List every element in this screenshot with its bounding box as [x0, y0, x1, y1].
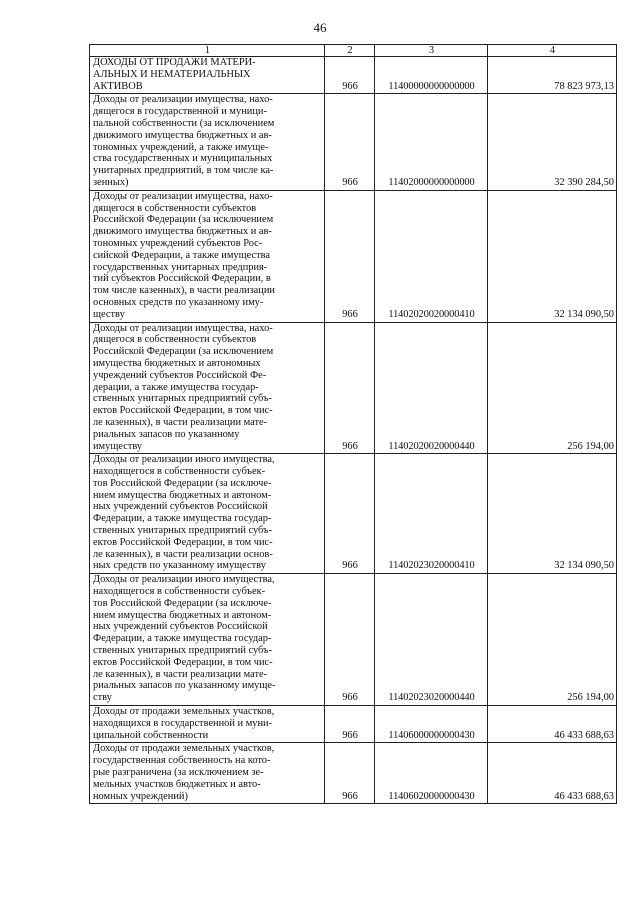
row-admin-code: 966 [325, 743, 375, 804]
row-amount: 32 390 284,50 [488, 94, 617, 190]
row-admin-code: 966 [325, 94, 375, 190]
row-name: Доходы от продажи земельных участков, находящихся в государственной и муни- ципальной собственности [90, 706, 325, 743]
row-budget-code: 11402023020000410 [375, 454, 488, 574]
table-header-row [90, 45, 617, 57]
row-admin-code: 966 [325, 322, 375, 454]
table-row [90, 94, 617, 190]
row-amount: 256 194,00 [488, 322, 617, 454]
row-budget-code: 11402000000000000 [375, 94, 488, 190]
row-budget-code: 11402020020000410 [375, 190, 488, 322]
row-amount: 32 134 090,50 [488, 454, 617, 574]
row-name: Доходы от реализации имущества, нахо- дящегося в собственности субъектов Российской Федерации (за исключением движимого имущества бюджетных и ав- тономных учреждений субъектов Рос- сийской Федерации, а также имущества государственных унитарных предприя- тий субъектов Российской Федерации, в том числе казенных), в части реализации основных средств по указанному иму- ществу [90, 190, 325, 322]
row-name: Доходы от продажи земельных участков, государственная собственность на кото- рые разграничена (за исключением зе- мельных участков бюджетных и авто- номных учреждений) [90, 743, 325, 804]
table-row [90, 190, 617, 322]
row-name: Доходы от реализации имущества, нахо- дящегося в государственной и муници- пальной собственности (за исключением движимого имущества бюджетных и ав- тономных учреждений, а также имуще- ства государственных и муниципальных унитарных предприятий, в том числе ка- зенных) [90, 94, 325, 190]
row-admin-code: 966 [325, 706, 375, 743]
row-admin-code: 966 [325, 454, 375, 574]
row-amount: 78 823 973,13 [488, 57, 617, 94]
row-amount: 46 433 688,63 [488, 743, 617, 804]
table-row [90, 322, 617, 454]
table-row [90, 57, 617, 94]
header-col-4: 4 [488, 45, 617, 57]
row-name: Доходы от реализации имущества, нахо- дящегося в собственности субъектов Российской Федерации (за исключением имущества бюджетных и автономных учреждений субъектов Российской Фе- дерации, а также имущества государ- ственных унитарных предприятий субъ- ектов Российской Федерации, в том чис- ле казенных), в части реализации мате- риальных запасов по указанному имуществу [90, 322, 325, 454]
header-col-2: 2 [325, 45, 375, 57]
row-name: Доходы от реализации иного имущества, находящегося в собственности субъек- тов Российской Федерации (за исключе- нием имущества бюджетных и автоном- ных учреждений субъектов Российской Федерации, а также имущества государ- ственных унитарных предприятий субъ- ектов Российской Федерации, в том чис- ле казенных), в части реализации мате- риальных запасов по указанному имуще- ству [90, 574, 325, 706]
row-budget-code: 11400000000000000 [375, 57, 488, 94]
row-admin-code: 966 [325, 574, 375, 706]
row-admin-code: 966 [325, 57, 375, 94]
table-row [90, 706, 617, 743]
row-amount: 256 194,00 [488, 574, 617, 706]
row-amount: 46 433 688,63 [488, 706, 617, 743]
table-row [90, 454, 617, 574]
row-budget-code: 11402020020000440 [375, 322, 488, 454]
table-row [90, 574, 617, 706]
row-budget-code: 11406020000000430 [375, 743, 488, 804]
row-admin-code: 966 [325, 190, 375, 322]
row-amount: 32 134 090,50 [488, 190, 617, 322]
header-col-1: 1 [90, 45, 325, 57]
header-col-3: 3 [375, 45, 488, 57]
row-name: Доходы от реализации иного имущества, находящегося в собственности субъек- тов Российской Федерации (за исключе- нием имущества бюджетных и автоном- ных учреждений субъектов Российской Федерации, а также имущества государ- ственных унитарных предприятий субъ- ектов Российской Федерации, в том чис- ле казенных), в части реализации основ- ных средств по указанному имуществу [90, 454, 325, 574]
revenue-table [89, 44, 617, 804]
page-number: 46 [313, 20, 327, 35]
row-name: ДОХОДЫ ОТ ПРОДАЖИ МАТЕРИ- АЛЬНЫХ И НЕМАТЕРИАЛЬНЫХ АКТИВОВ [90, 57, 325, 94]
row-budget-code: 11406000000000430 [375, 706, 488, 743]
row-budget-code: 11402023020000440 [375, 574, 488, 706]
table-row [90, 743, 617, 804]
